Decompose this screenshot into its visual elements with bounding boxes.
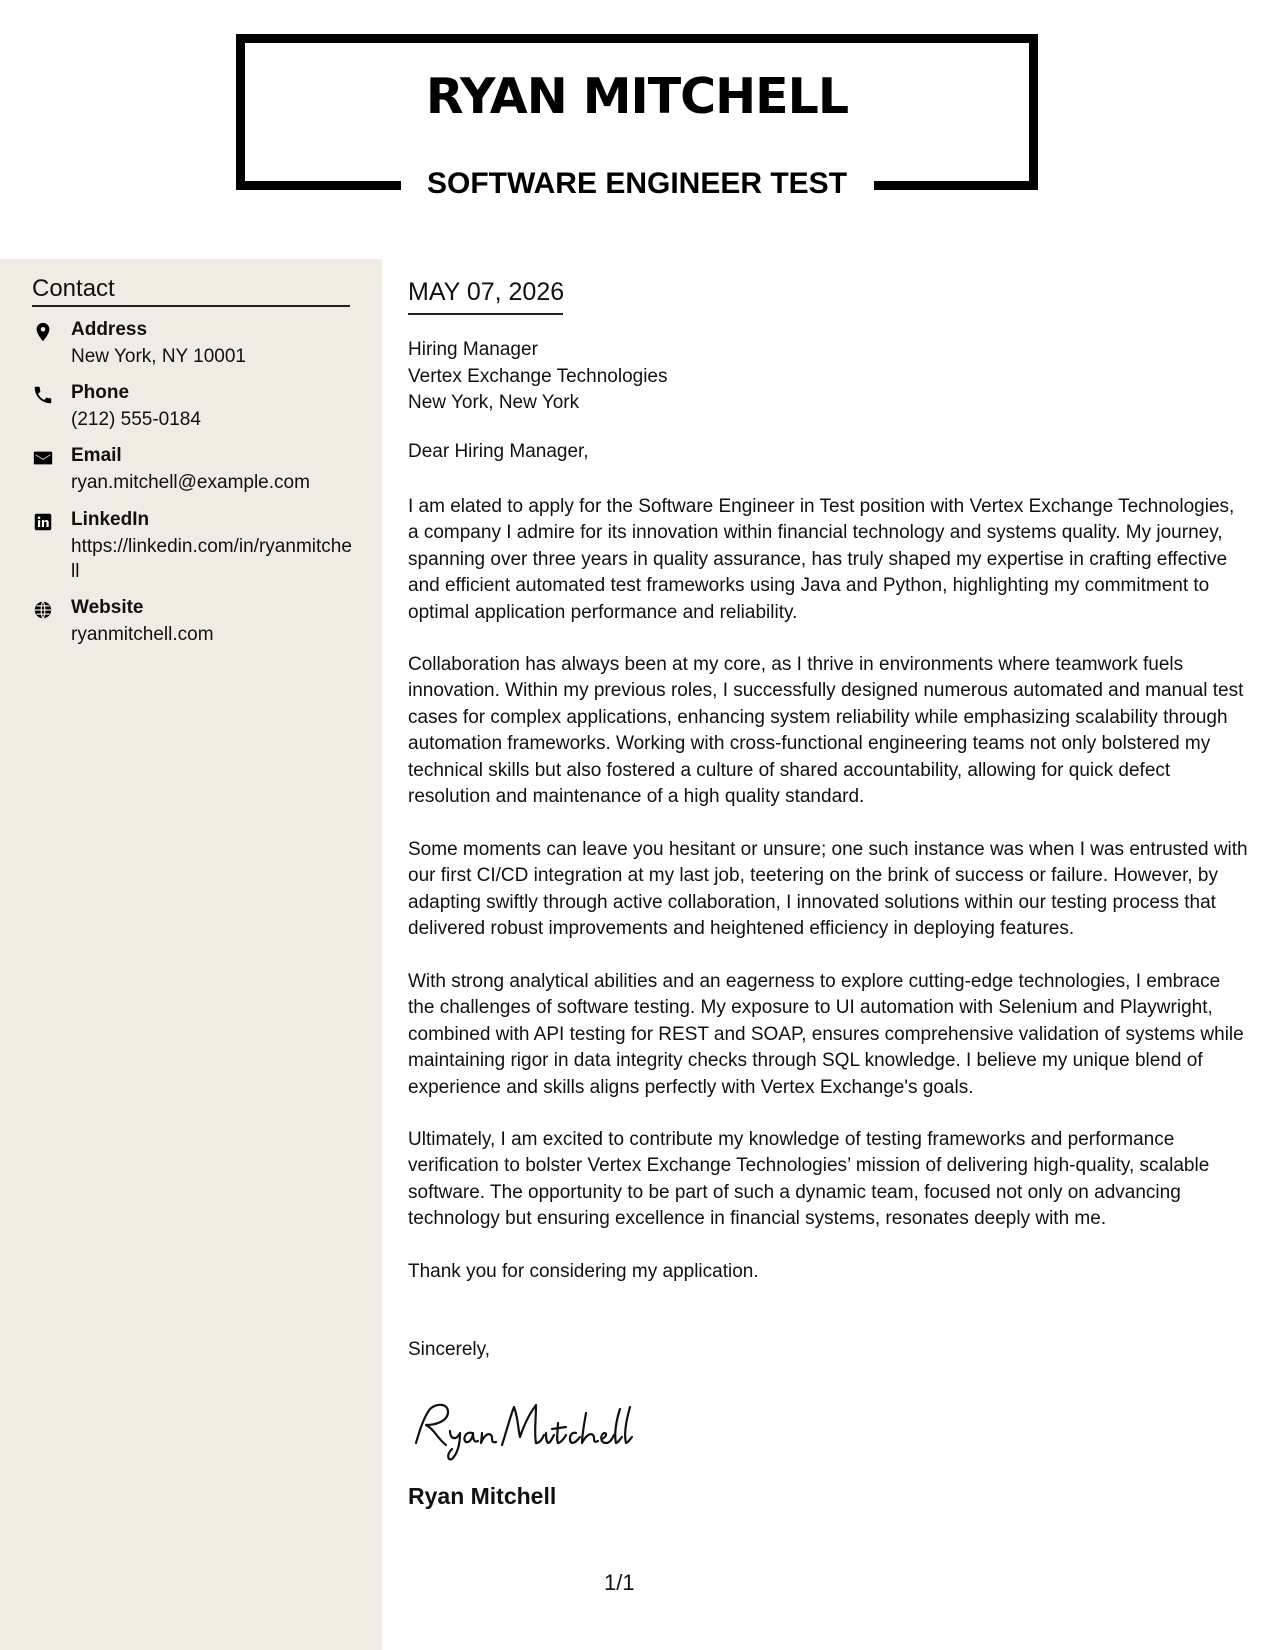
date-underline bbox=[408, 313, 563, 315]
body-paragraph: Thank you for considering my application. bbox=[408, 1261, 759, 1282]
linkedin-icon bbox=[32, 511, 54, 533]
contact-heading: Contact bbox=[32, 275, 115, 302]
recipient-line: Vertex Exchange Technologies bbox=[408, 365, 668, 387]
contact-value[interactable]: ryan.mitchell@example.com bbox=[71, 472, 310, 493]
signed-name: Ryan Mitchell bbox=[408, 1483, 557, 1509]
body-paragraph: Ultimately, I am excited to contribute my knowledge of testing frameworks and performance verification to bolster Vertex Exchange Technologies’ mission of delivering high-quality, scalable software. The opportunity to be part of such a dynamic team, focused not only on advancing technology but ensuring excellence in financial systems, resonates deeply with me. bbox=[408, 1129, 1210, 1230]
page-number: 1/1 bbox=[604, 1570, 635, 1595]
letter-date: MAY 07, 2026 bbox=[408, 278, 565, 306]
salutation: Dear Hiring Manager, bbox=[408, 441, 589, 462]
contact-label: Email bbox=[71, 445, 122, 466]
location-pin-icon bbox=[32, 321, 54, 343]
recipient-block bbox=[408, 337, 668, 417]
applicant-name: RYAN MITCHELL bbox=[425, 68, 849, 125]
contact-label: LinkedIn bbox=[71, 509, 150, 530]
contact-value: New York, NY 10001 bbox=[71, 346, 246, 367]
body-paragraph: I am elated to apply for the Software Engineer in Test position with Vertex Exchange Technologies, a company I admire for its innovation within financial technology and systems quality. My journey, spanning over three years in quality assurance, has truly shaped my expertise in crafting effective and efficient automated test frameworks using Java and Python, highlighting my commitment to optimal application performance and reliability. bbox=[408, 496, 1235, 623]
phone-icon bbox=[32, 384, 54, 406]
recipient-line: Hiring Manager bbox=[408, 339, 538, 360]
contact-value[interactable]: ryanmitchell.com bbox=[71, 624, 214, 645]
recipient-line: New York, New York bbox=[408, 392, 580, 413]
body-paragraph: Some moments can leave you hesitant or unsure; one such instance was when I was entrusted with our first CI/CD integration at my last job, teetering on the brink of success or failure. However, by adapting swiftly through active collaboration, I innovated solutions within our testing process that delivered robust improvements and heightened efficiency in deploying features. bbox=[408, 839, 1248, 940]
contact-divider bbox=[32, 305, 350, 307]
contact-value[interactable]: https://linkedin.com/in/ryanmitchell bbox=[71, 536, 352, 582]
contact-label: Address bbox=[71, 319, 148, 340]
body-paragraph: Collaboration has always been at my core, as I thrive in environments where teamwork fuels innovation. Within my previous roles, I successfully designed numerous automated and manual test cases for complex applications, enhancing system reliability while emphasizing scalability through automation frameworks. Working with cross-functional engineering teams not only bolstered my technical skills but also fostered a culture of shared accountability, allowing for quick defect resolution and maintenance of a high quality standard. bbox=[408, 654, 1244, 808]
globe-icon bbox=[32, 599, 54, 621]
handwritten-signature bbox=[406, 1382, 636, 1465]
contact-label: Website bbox=[71, 597, 144, 618]
contact-value: (212) 555-0184 bbox=[71, 409, 201, 430]
closing: Sincerely, bbox=[408, 1339, 491, 1360]
body-paragraph: With strong analytical abilities and an eagerness to explore cutting-edge technologies, I embrace the challenges of software testing. My exposure to UI automation with Selenium and Playwright, combined with API testing for REST and SOAP, ensures comprehensive validation of systems while maintaining rigor in data integrity checks through SQL knowledge. I believe my unique blend of experience and skills aligns perfectly with Vertex Exchange's goals. bbox=[408, 971, 1244, 1098]
contact-label: Phone bbox=[71, 382, 130, 403]
contact-sidebar bbox=[0, 259, 382, 1650]
signature-text: Ryan Mitchell bbox=[406, 1382, 503, 1399]
envelope-icon bbox=[32, 447, 54, 469]
job-title: SOFTWARE ENGINEER TEST bbox=[426, 167, 848, 200]
